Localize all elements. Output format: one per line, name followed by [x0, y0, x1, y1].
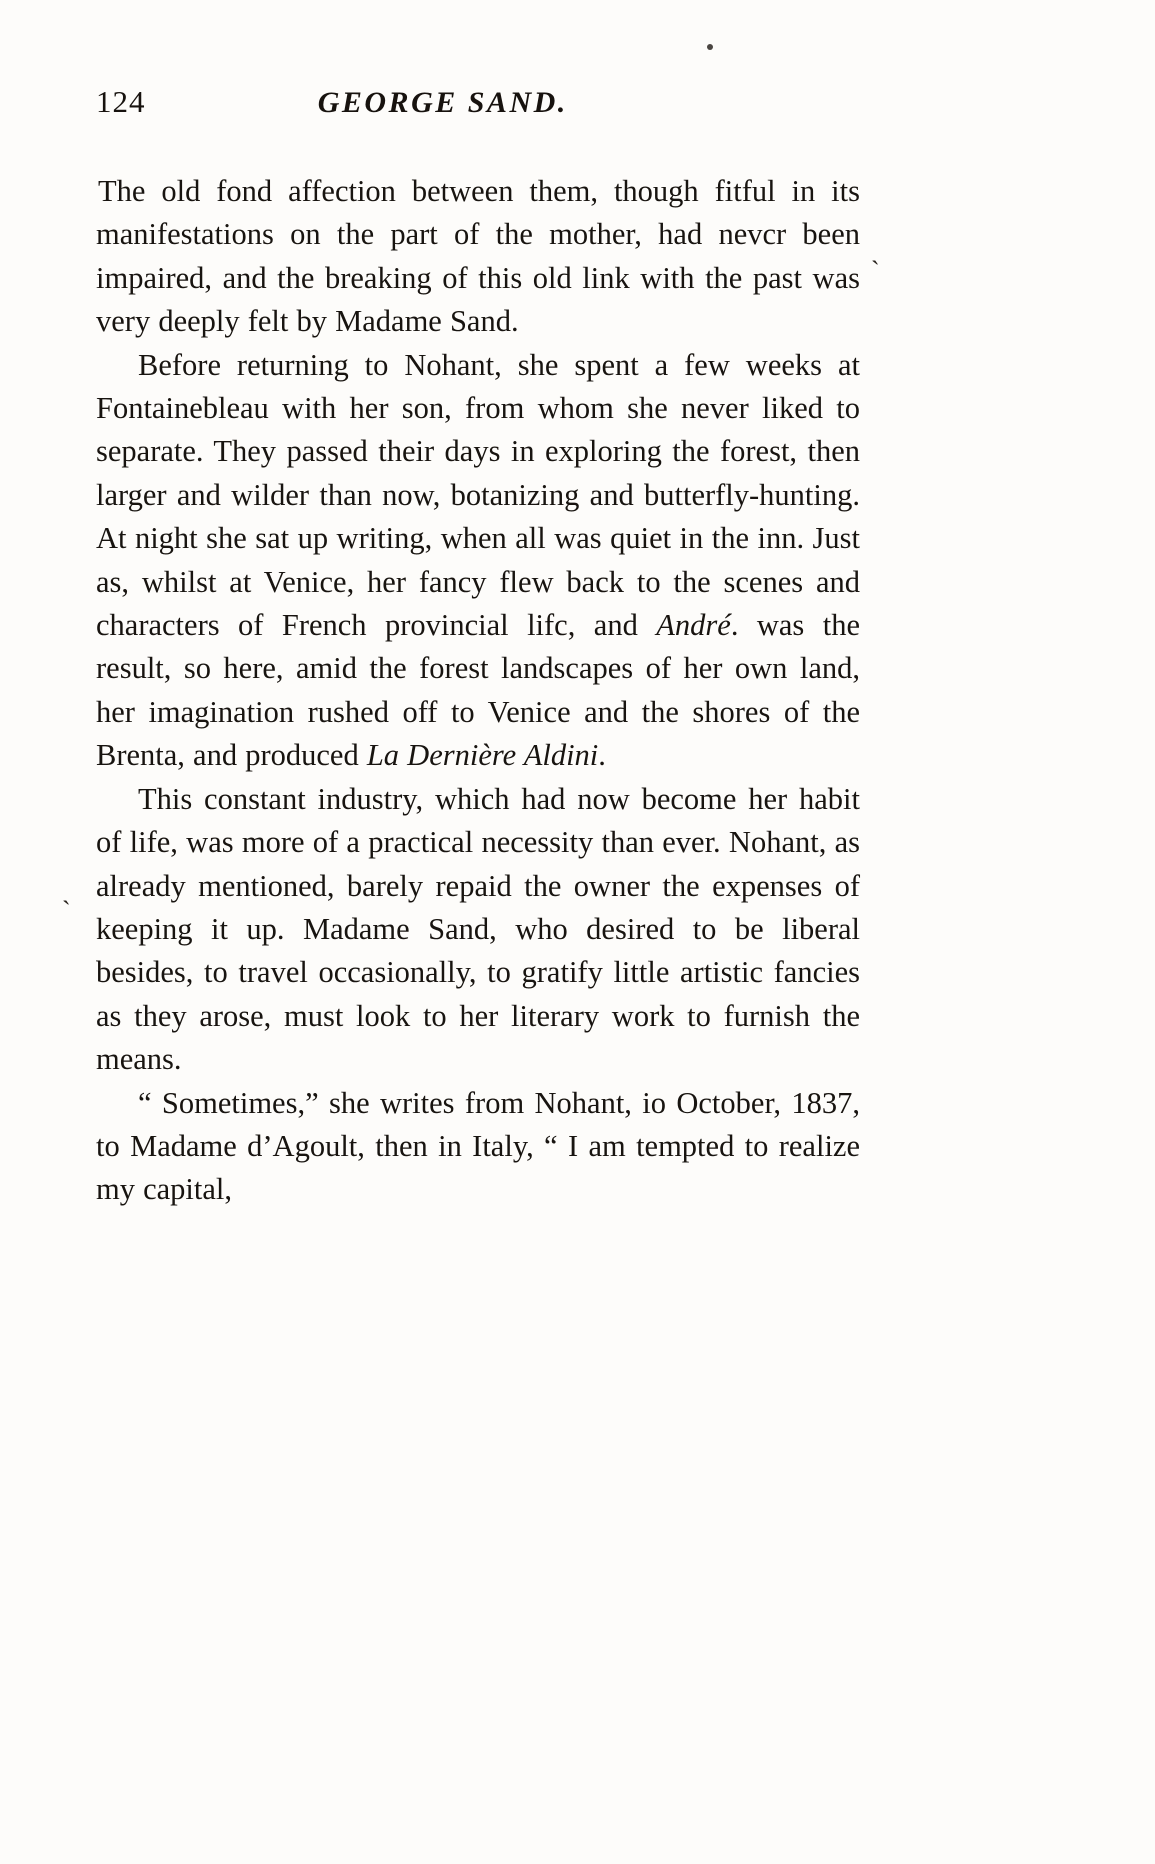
text-run: The old fond affection between them, though fitful in its manifestations on the part of the mother, had nevcr been impaired, and the breaking of this old link with the past was very deeply felt by Madame Sand. — [96, 174, 860, 339]
page-content — [96, 84, 860, 1212]
paragraph — [96, 1082, 860, 1212]
italic-title: La Dernière Aldini — [366, 738, 599, 773]
paragraph — [96, 778, 860, 1082]
running-head — [96, 84, 860, 140]
page-title: GEORGE SAND. — [317, 86, 568, 119]
text-run: . — [598, 738, 606, 773]
text-run: This constant industry, which had now become her habit of life, was more of a practical necessity than ever. Nohant, as already mentioned, barely repaid the owner the expenses of keeping it up. Madame Sand, who desired to be liberal besides, to travel occasionally, to gratify little artistic fancies as they arose, must look to her literary work to furnish the means. — [96, 781, 860, 1077]
margin-mark-right: ˋ — [871, 256, 880, 285]
paragraph — [96, 170, 860, 344]
scan-artifact-dot — [707, 44, 713, 50]
text-run: “ Sometimes,” she writes from Nohant, iᴏ October, 1837, to Madame d’Agoult, then in Italy, “ I am tempted to realize my capital, — [96, 1085, 860, 1207]
text-run: Before returning to Nohant, she spent a few weeks at Fontainebleau with her son, from whom she never liked to separate. They passed their days in exploring the forest, then larger and wilder than now, botanizing and butterfly-hunting. At night she sat up writing, when all was quiet in the inn. Just as, whilst at Venice, her fancy flew back to the scenes and characters of French provincial lifc, and — [96, 347, 860, 643]
margin-mark-left: ˋ — [62, 896, 71, 925]
italic-title: André — [656, 608, 731, 643]
text-run: . was the result, so here, amid the forest landscapes of her own land, her imagination rushed off to Venice and the shores of the Brenta, and produced — [96, 608, 860, 773]
page-number: 124 — [96, 84, 146, 119]
paragraph — [96, 344, 860, 778]
body-text — [96, 170, 860, 1212]
